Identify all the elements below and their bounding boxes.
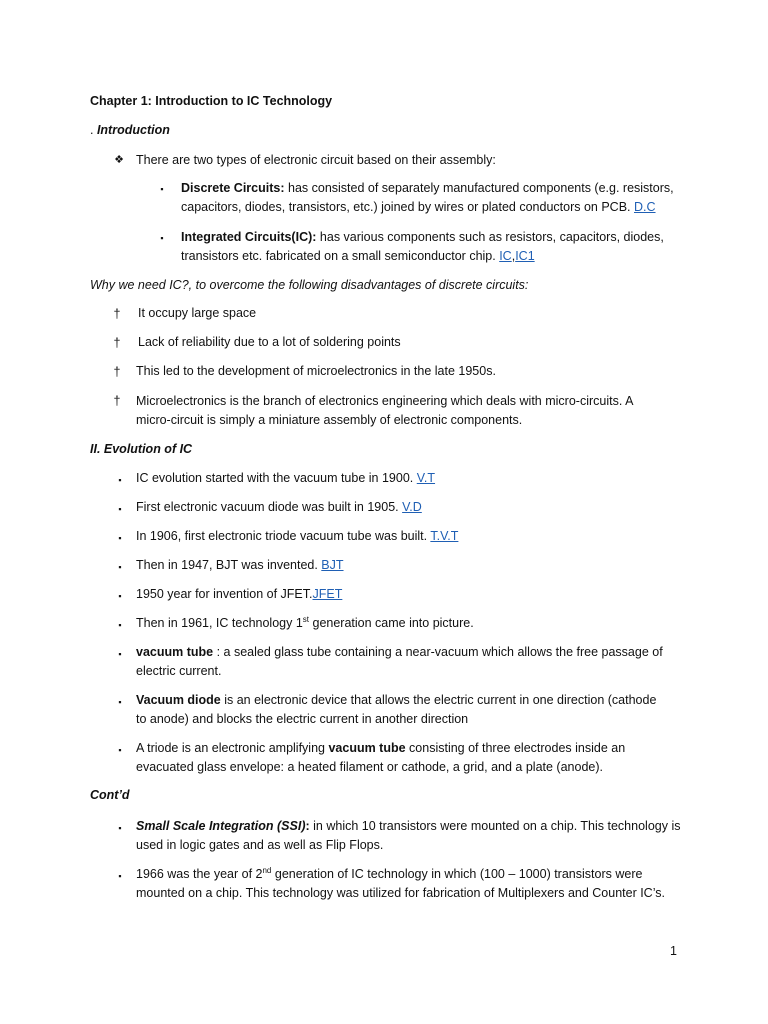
discrete-item (181, 179, 674, 217)
vacuum-diode-line1: is an electronic device that allows the electric current in one direction (cathode (220, 693, 657, 707)
disadvantage-line1: Microelectronics is the branch of electronics engineering which deals with micro-circuits. A (136, 394, 634, 408)
why-line: Why we need IC?, to overcome the following disadvantages of discrete circuits: (90, 278, 529, 292)
dagger-bullet-icon: † (113, 394, 121, 408)
triode-line1: A triode is an electronic amplifying (136, 741, 329, 755)
integrated-line2: transistors etc. fabricated on a small semiconductor chip. (181, 249, 500, 263)
triode-label: vacuum tube (328, 741, 406, 755)
vacuum-diode-label: Vacuum diode (136, 693, 221, 707)
disadvantage-line2: micro-circuit is simply a miniature assembly of electronic components. (136, 413, 523, 427)
triode-line2: evacuated glass envelope: a heated filament or cathode, a grid, and a plate (anode). (136, 760, 603, 774)
discrete-line2: capacitors, diodes, transistors, etc.) joined by wires or plated conductors on PCB. (181, 200, 634, 214)
gen1-post: generation came into picture. (309, 616, 474, 630)
evolution-text: 1950 year for invention of JFET. (136, 587, 313, 601)
square-bullet-icon: ▪ (118, 562, 122, 572)
square-bullet-icon: ▪ (160, 233, 164, 243)
ic-link[interactable]: IC (499, 249, 512, 263)
link-separator: , (511, 249, 516, 263)
ssi-line1: in which 10 transistors were mounted on a chip. This technology is (309, 819, 681, 833)
intro-heading-text: Introduction (96, 123, 170, 137)
triode-line1b: consisting of three electrodes inside an (405, 741, 626, 755)
ic1-link[interactable]: IC1 (515, 249, 535, 263)
disadvantage-item (136, 392, 633, 430)
square-bullet-icon: ▪ (118, 475, 122, 485)
square-bullet-icon: ▪ (118, 620, 122, 630)
intro-prefix: . (90, 123, 97, 137)
discrete-label: Discrete Circuits: (181, 181, 285, 195)
square-bullet-icon: ▪ (118, 649, 122, 659)
evolution-text: First electronic vacuum diode was built in 1905. (136, 500, 403, 514)
vd-link[interactable]: V.D (402, 500, 422, 514)
jfet-link[interactable]: JFET (312, 587, 343, 601)
gen2-sup: nd (262, 865, 272, 875)
gen1-sup: st (302, 614, 310, 624)
evolution-text: Then in 1947, BJT was invented. (136, 558, 322, 572)
disadvantage-item: It occupy large space (138, 306, 257, 320)
page-number: 1 (670, 944, 677, 958)
gen2-post: generation of IC technology in which (100 – 1000) transistors were (271, 867, 643, 881)
evolution-item (136, 528, 458, 544)
integrated-label: Integrated Circuits(IC): (181, 230, 317, 244)
vacuum-tube-line1: : a sealed glass tube containing a near-vacuum which allows the free passage of (213, 645, 663, 659)
evolution-item (136, 586, 342, 602)
contd-heading: Cont’d (90, 788, 130, 802)
discrete-line1: has consisted of separately manufactured components (e.g. resistors, (284, 181, 674, 195)
square-bullet-icon: ▪ (118, 823, 122, 833)
intro-heading (90, 122, 170, 138)
square-bullet-icon: ▪ (118, 533, 122, 543)
evolution-item (136, 499, 422, 515)
integrated-line1: has various components such as resistors, capacitors, diodes, (316, 230, 664, 244)
vt-link[interactable]: V.T (416, 471, 436, 485)
square-bullet-icon: ▪ (118, 697, 122, 707)
disadvantage-item: Lack of reliability due to a lot of soldering points (138, 335, 401, 349)
evolution-text: In 1906, first electronic triode vacuum tube was built. (136, 529, 431, 543)
ssi-colon: : (305, 819, 310, 833)
ssi-item (136, 817, 680, 855)
chapter-title: Chapter 1: Introduction to IC Technology (90, 94, 333, 108)
tvt-link[interactable]: T.V.T (430, 529, 459, 543)
bjt-link[interactable]: BJT (321, 558, 344, 572)
evolution-item (136, 557, 344, 573)
gen1-pre: Then in 1961, IC technology 1 (136, 616, 303, 630)
square-bullet-icon: ▪ (118, 504, 122, 514)
gen1-item (136, 615, 474, 631)
disadvantage-item: This led to the development of microelectronics in the late 1950s. (136, 364, 496, 378)
ssi-line2: used in logic gates and as well as Flip Flops. (136, 838, 384, 852)
dagger-bullet-icon: † (113, 307, 121, 321)
vacuum-tube-line2: electric current. (136, 664, 222, 678)
diamond-bullet-icon: ❖ (114, 154, 124, 166)
gen2-line2: mounted on a chip. This technology was utilized for fabrication of Multiplexers and Counter IC’s. (136, 886, 665, 900)
integrated-item (181, 228, 664, 266)
vacuum-diode-line2: to anode) and blocks the electric current in another direction (136, 712, 469, 726)
evolution-text: IC evolution started with the vacuum tube in 1900. (136, 471, 417, 485)
vacuum-diode-item (136, 691, 656, 729)
square-bullet-icon: ▪ (118, 745, 122, 755)
square-bullet-icon: ▪ (118, 591, 122, 601)
vacuum-tube-item (136, 643, 663, 681)
triode-item (136, 739, 625, 777)
square-bullet-icon: ▪ (118, 871, 122, 881)
square-bullet-icon: ▪ (160, 184, 164, 194)
gen2-pre: 1966 was the year of 2 (136, 867, 263, 881)
evolution-heading: II. Evolution of IC (90, 442, 193, 456)
dagger-bullet-icon: † (113, 365, 121, 379)
dagger-bullet-icon: † (113, 336, 121, 350)
types-sentence: There are two types of electronic circuit based on their assembly: (136, 153, 496, 167)
dc-link[interactable]: D.C (634, 200, 656, 214)
vacuum-tube-label: vacuum tube (136, 645, 214, 659)
gen2-item (136, 865, 665, 903)
ssi-label: Small Scale Integration (SSI) (136, 819, 306, 833)
evolution-item (136, 470, 435, 486)
